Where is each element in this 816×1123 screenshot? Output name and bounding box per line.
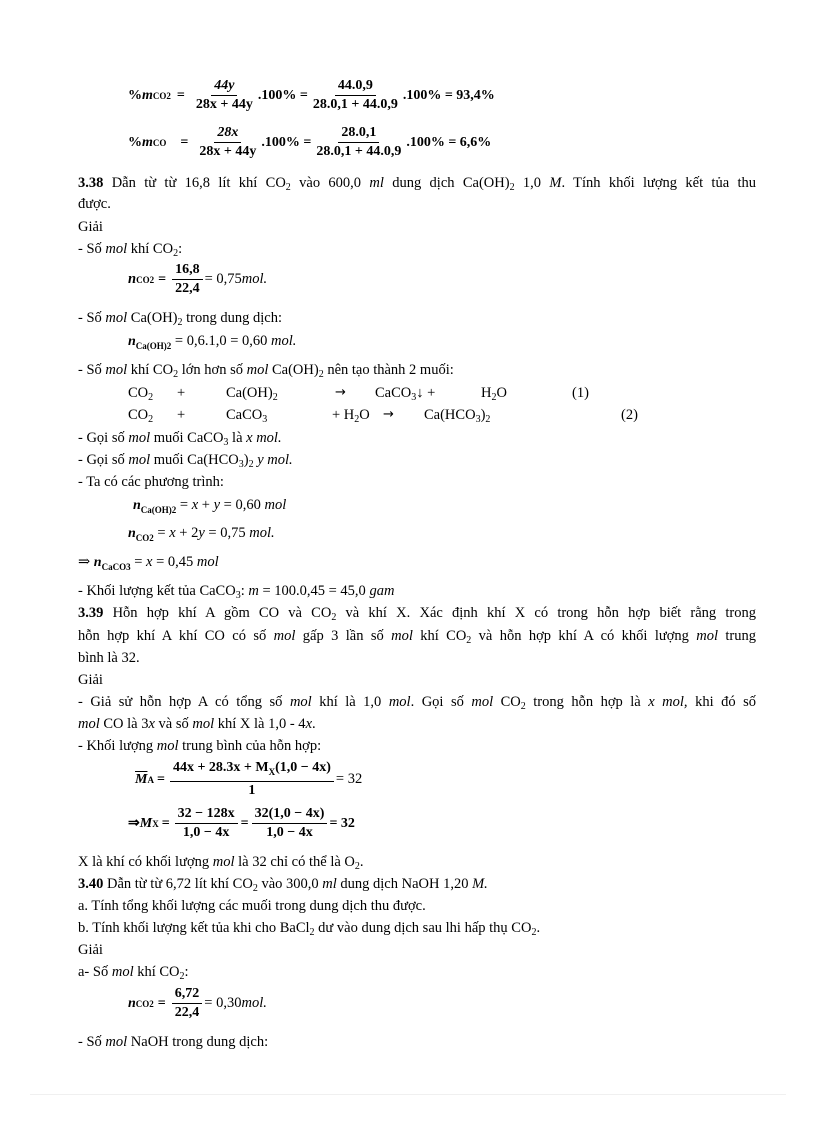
step-text	[78, 361, 454, 379]
result: = 32	[335, 771, 363, 787]
text: mol	[388, 694, 411, 710]
subscript: 2	[248, 459, 254, 470]
step-text	[78, 429, 282, 447]
problem-340-part-b	[78, 919, 540, 937]
sub-3: 3	[126, 562, 131, 572]
problem-340-part-a: a. Tính tổng khối lượng các muối trong dung dịch thu được.	[78, 898, 426, 914]
implies-icon: ⇒	[128, 816, 140, 831]
text: CO	[493, 694, 521, 710]
text: trong hỗn hợp là	[525, 694, 649, 710]
text: khi đó số	[687, 694, 756, 710]
numerator: 28.0,1	[338, 125, 379, 143]
product: Ca(HCO	[424, 407, 476, 423]
percent-sign: %	[128, 134, 142, 150]
text: :	[184, 964, 189, 980]
text: là	[228, 430, 247, 446]
multiplier: .100% =	[261, 134, 312, 150]
subscript: 2	[272, 392, 278, 403]
mass-percent-co-equation	[128, 125, 491, 160]
denominator: 1	[248, 783, 256, 798]
step-text	[78, 582, 394, 600]
unit: mol.	[241, 995, 267, 1011]
text: và khí X. Xác định khí X có trong hỗn hợp biết rằng trong	[336, 605, 756, 621]
y-var: y	[198, 525, 205, 541]
x-var: x	[169, 525, 176, 541]
subscript: 3	[411, 392, 417, 403]
sub-co: CO	[152, 90, 167, 101]
step-text	[78, 693, 756, 711]
text: NaOH trong dung dịch:	[127, 1034, 269, 1050]
reaction-number: (1)	[572, 385, 589, 401]
moles-co2-equation: n CO2 = $\frac{6,72}{22,4}$ = 0,30 mol.	[128, 986, 267, 1020]
product: O	[496, 385, 507, 401]
implies-icon: ⇒	[78, 554, 91, 570]
text: gam	[369, 583, 395, 599]
reactant: CO	[128, 385, 149, 401]
system-equation-2	[128, 524, 275, 547]
step-text	[78, 853, 364, 871]
result: = 0,75	[204, 271, 242, 287]
text: vào 600,0	[290, 175, 370, 191]
text: - Số	[78, 1034, 106, 1050]
text: m	[248, 583, 259, 599]
moles-co2-equation: n CO2 = $\frac{16,8}{22,4}$ = 0,75 mol.	[128, 262, 268, 296]
molar-mass-x-equation: ⇒ M X = $\frac{32 - 128x}{1,0 - 4x}$ = $\frac{32(1,0 - 4x)}{1,0 - 4x}$ = 32	[128, 806, 355, 840]
plus: +	[177, 385, 186, 401]
text: .	[536, 920, 541, 936]
mass-var: m	[142, 87, 153, 103]
sub-co: CO	[152, 137, 167, 148]
text: khí CO	[133, 964, 180, 980]
unit: mol.	[241, 271, 268, 287]
text: khí X là 1,0 - 4	[214, 716, 306, 732]
numerator: 16,8	[172, 262, 203, 280]
text: trong dung dịch:	[182, 310, 282, 326]
y-var: y	[213, 497, 221, 513]
sub-2: 2	[149, 274, 155, 285]
result: .100% = 6,6%	[406, 134, 492, 150]
text: Ca(OH)	[268, 362, 319, 378]
text: Ca(OH)	[127, 310, 178, 326]
numerator: 44.0,9	[335, 78, 376, 96]
numerator: 44x + 28.3x + M	[172, 760, 269, 775]
result: = 0,75	[204, 525, 250, 541]
text: a- Số	[78, 964, 112, 980]
result-equation	[78, 553, 219, 576]
text: dung dịch NaOH 1,20	[336, 876, 473, 892]
reactant: Ca(OH)	[226, 385, 273, 401]
text: b. Tính khối lượng kết tủa khi cho BaCl	[78, 920, 310, 936]
product: )	[480, 407, 486, 423]
text: . Gọi số	[410, 694, 472, 710]
sub-2: 2	[149, 998, 154, 1009]
subscript: 2	[148, 414, 154, 425]
fraction	[193, 78, 256, 113]
numerator: 32(1,0 − 4x)	[252, 806, 328, 824]
subscript: 3	[223, 437, 229, 448]
product: CaCO	[375, 385, 412, 401]
text: trung	[718, 628, 757, 644]
unit: mol	[264, 497, 287, 513]
percent-sign: %	[128, 87, 142, 103]
n-var: n	[93, 555, 102, 570]
plus: + 2	[175, 525, 199, 541]
text: CO là 3	[99, 716, 149, 732]
product: H	[481, 385, 492, 401]
subscript: 2	[285, 182, 291, 193]
text: lớn hơn số	[178, 362, 247, 378]
reaction-number: (2)	[621, 407, 638, 423]
result: = 0,6.1,0 = 0,60	[171, 333, 272, 349]
text: - Số	[78, 241, 106, 257]
problem-339-line3: bình là 32.	[78, 650, 140, 666]
subscript: 2	[331, 612, 337, 623]
result: .100% = 93,4%	[402, 87, 495, 103]
text: .	[312, 716, 316, 732]
text: hỗn hợp khí A khí CO có số	[78, 628, 274, 644]
sub-2: 2	[171, 505, 177, 515]
text: ml	[322, 876, 337, 892]
sub-co: CO	[136, 274, 150, 285]
text: 1,0	[514, 175, 550, 191]
x-var: x	[191, 497, 199, 513]
step-text: - Ta có các phương trình:	[78, 474, 224, 490]
text: dư vào dung dịch sau lhi hấp thụ CO	[314, 920, 532, 936]
step-text	[78, 715, 316, 733]
step-text	[78, 737, 321, 755]
sub: CaCO	[101, 562, 127, 572]
text: muối CaCO	[150, 430, 224, 446]
text: muối Ca(HCO	[150, 452, 239, 468]
text: x	[148, 716, 155, 732]
subscript: 2	[520, 701, 526, 712]
mass-percent-co2-equation	[128, 78, 495, 113]
moles-caoh2-equation	[128, 332, 296, 355]
problem-number: 3.40	[78, 876, 104, 892]
text: mol	[105, 241, 128, 257]
text: .	[359, 854, 364, 870]
denominator: 1,0 − 4x	[182, 825, 230, 840]
subscript: 2	[509, 182, 515, 193]
text: vào 300,0	[257, 876, 323, 892]
text: - Gọi số	[78, 452, 129, 468]
text: khí CO	[127, 362, 174, 378]
step-text	[78, 1033, 268, 1051]
sub-2: 2	[166, 341, 172, 351]
text: mol	[273, 628, 296, 644]
text: dung dịch Ca(OH)	[383, 175, 510, 191]
problem-339-line2	[78, 627, 756, 645]
text: y mol.	[253, 452, 293, 468]
fraction	[196, 125, 259, 160]
text: mol	[105, 310, 128, 326]
sub: X	[152, 818, 159, 829]
fraction	[175, 806, 238, 841]
text: . Tính khối lượng kết tủa thu	[561, 175, 757, 191]
text: x	[305, 716, 312, 732]
subscript: 2	[173, 248, 179, 259]
denominator: 28.0,1 + 44.0,9	[316, 144, 402, 159]
text: )	[243, 452, 249, 468]
text: mol	[289, 694, 312, 710]
text: mol	[105, 1034, 128, 1050]
x-var: x	[146, 554, 153, 570]
numerator: 28x	[214, 125, 241, 143]
subscript: 3	[235, 590, 241, 601]
n-var: n	[128, 271, 137, 287]
subscript: 2	[318, 369, 324, 380]
multiplier: .100% =	[257, 87, 308, 103]
fraction	[172, 262, 203, 297]
text: - Khối lượng	[78, 738, 157, 754]
result: = 0,45	[152, 554, 197, 570]
equals: =	[176, 87, 185, 103]
step-text	[78, 240, 182, 258]
reactant: + H	[332, 407, 355, 423]
text: Hỗn hợp khí A gồm CO và CO	[103, 605, 332, 621]
numerator: 6,72	[172, 986, 203, 1004]
subscript: 2	[148, 392, 154, 403]
denominator: 1,0 − 4x	[266, 825, 313, 840]
problem-340-line1	[78, 875, 488, 893]
text: mol	[128, 452, 151, 468]
sub: A	[147, 774, 154, 785]
text: mol	[391, 628, 413, 644]
denominator: 28x + 44y	[199, 144, 257, 159]
text: trung bình của hỗn hợp:	[178, 738, 322, 754]
sub: X	[268, 767, 276, 777]
problem-339-line1	[78, 604, 756, 622]
average-molar-mass-equation: $\overline{M}$ A = $\frac{44x + 28.3x + M_X(1,0 - 4x)}{1}$ = 32	[135, 760, 363, 798]
fraction	[170, 760, 334, 799]
text: M	[549, 175, 562, 191]
problem-number: 3.38	[78, 175, 104, 191]
denominator: 22,4	[174, 1005, 200, 1020]
n-var: n	[128, 526, 136, 541]
text: nên tạo thành 2 muối:	[323, 362, 454, 378]
text: khí là 1,0	[311, 694, 389, 710]
unit: mol.	[249, 525, 275, 541]
text: X là khí có khối lượng	[78, 854, 213, 870]
denominator: 22,4	[175, 281, 200, 296]
text: mol	[246, 362, 269, 378]
text: M.	[472, 876, 488, 892]
unit: mol.	[271, 333, 297, 349]
text: Dẫn từ từ 6,72 lít khí CO	[103, 876, 253, 892]
precipitate-arrow: ↓ +	[416, 385, 436, 401]
n-var: n	[133, 498, 141, 513]
subscript: 3	[262, 414, 268, 425]
n-var: n	[128, 334, 136, 349]
text: khí CO	[412, 628, 467, 644]
numerator: (1,0 − 4x)	[275, 760, 331, 775]
sub-co: CO	[135, 533, 150, 543]
text: và số	[154, 716, 193, 732]
text: - Giả sử hỗn hợp A có tổng số	[78, 694, 290, 710]
text: mol	[78, 716, 100, 732]
reactant: O	[359, 407, 370, 423]
text: mol	[696, 628, 719, 644]
denominator: 28.0,1 + 44.0,9	[312, 97, 398, 112]
solution-heading: Giải	[78, 942, 103, 958]
numerator: 32 − 128x	[175, 806, 238, 824]
subscript: 3	[475, 414, 481, 425]
sub-2: 2	[149, 533, 154, 543]
text: ml	[369, 175, 384, 191]
fraction	[313, 125, 404, 160]
result: = 0,60	[220, 497, 265, 513]
equals: =	[176, 497, 192, 513]
step-text	[78, 451, 293, 469]
reactant: CaCO	[226, 407, 263, 423]
numerator: 44y	[211, 78, 237, 96]
unit: mol	[196, 554, 219, 570]
text: gấp 3 lần số	[295, 628, 392, 644]
text: :	[178, 241, 183, 257]
fraction	[172, 986, 203, 1021]
sub-co: CO	[135, 998, 150, 1009]
text: và hỗn hợp khí A có khối lượng	[471, 628, 697, 644]
result: = 0,30	[204, 995, 242, 1011]
mass-var: m	[142, 134, 153, 150]
problem-number: 3.39	[78, 605, 104, 621]
subscript: 2	[466, 635, 472, 646]
sub: Ca(OH)	[135, 341, 167, 351]
fraction	[252, 806, 328, 841]
n-var: n	[128, 995, 136, 1011]
plus: +	[177, 407, 186, 423]
subscript: 2	[309, 927, 315, 938]
arrow: →	[383, 407, 394, 422]
arrow: →	[335, 385, 346, 400]
subscript: 2	[485, 414, 491, 425]
subscript: 2	[173, 369, 179, 380]
subscript: 2	[179, 971, 185, 982]
equals: =	[153, 525, 170, 541]
subscript: 3	[238, 459, 244, 470]
text: khí CO	[127, 241, 174, 257]
solution-heading: Giải	[78, 672, 103, 688]
M-var: $\overline{M}$	[135, 771, 148, 787]
sub-2: 2	[166, 90, 171, 101]
reactant: CO	[128, 407, 149, 423]
text: x mol,	[648, 694, 688, 710]
subscript: 2	[491, 392, 497, 403]
text: - Số	[78, 310, 106, 326]
step-text	[78, 963, 189, 981]
subscript: 2	[177, 317, 183, 328]
text: mol	[128, 430, 151, 446]
page-bottom-edge	[30, 1094, 786, 1095]
step-text	[78, 309, 282, 327]
text: x mol.	[246, 430, 282, 446]
result: = 32	[329, 815, 355, 831]
problem-338-line1	[78, 174, 756, 192]
subscript: 2	[354, 414, 360, 425]
text: là 32 chỉ có thể là O	[234, 854, 355, 870]
text: - Khối lượng kết tủa CaCO	[78, 583, 236, 599]
text: mol	[192, 716, 215, 732]
M-var: M	[139, 815, 153, 831]
subscript: 2	[531, 927, 537, 938]
text: - Số	[78, 362, 106, 378]
text: mol	[212, 854, 235, 870]
text: mol	[471, 694, 494, 710]
text: Dẫn từ từ 16,8 lít khí CO	[103, 175, 286, 191]
equals: =	[180, 134, 189, 150]
text: mol	[156, 738, 179, 754]
solution-heading: Giải	[78, 219, 103, 235]
system-equation-1	[133, 496, 286, 519]
subscript: 2	[252, 883, 258, 894]
subscript: 2	[354, 861, 360, 872]
fraction	[310, 78, 401, 113]
denominator: 28x + 44y	[195, 97, 253, 112]
text: = 100.0,45 = 45,0	[258, 583, 370, 599]
sub: Ca(OH)	[140, 505, 172, 515]
text: :	[240, 583, 249, 599]
text: mol	[105, 362, 128, 378]
equals: =	[130, 554, 147, 570]
text: - Gọi số	[78, 430, 129, 446]
problem-338-line2: được.	[78, 196, 111, 212]
text: mol	[111, 964, 134, 980]
plus: +	[198, 497, 214, 513]
